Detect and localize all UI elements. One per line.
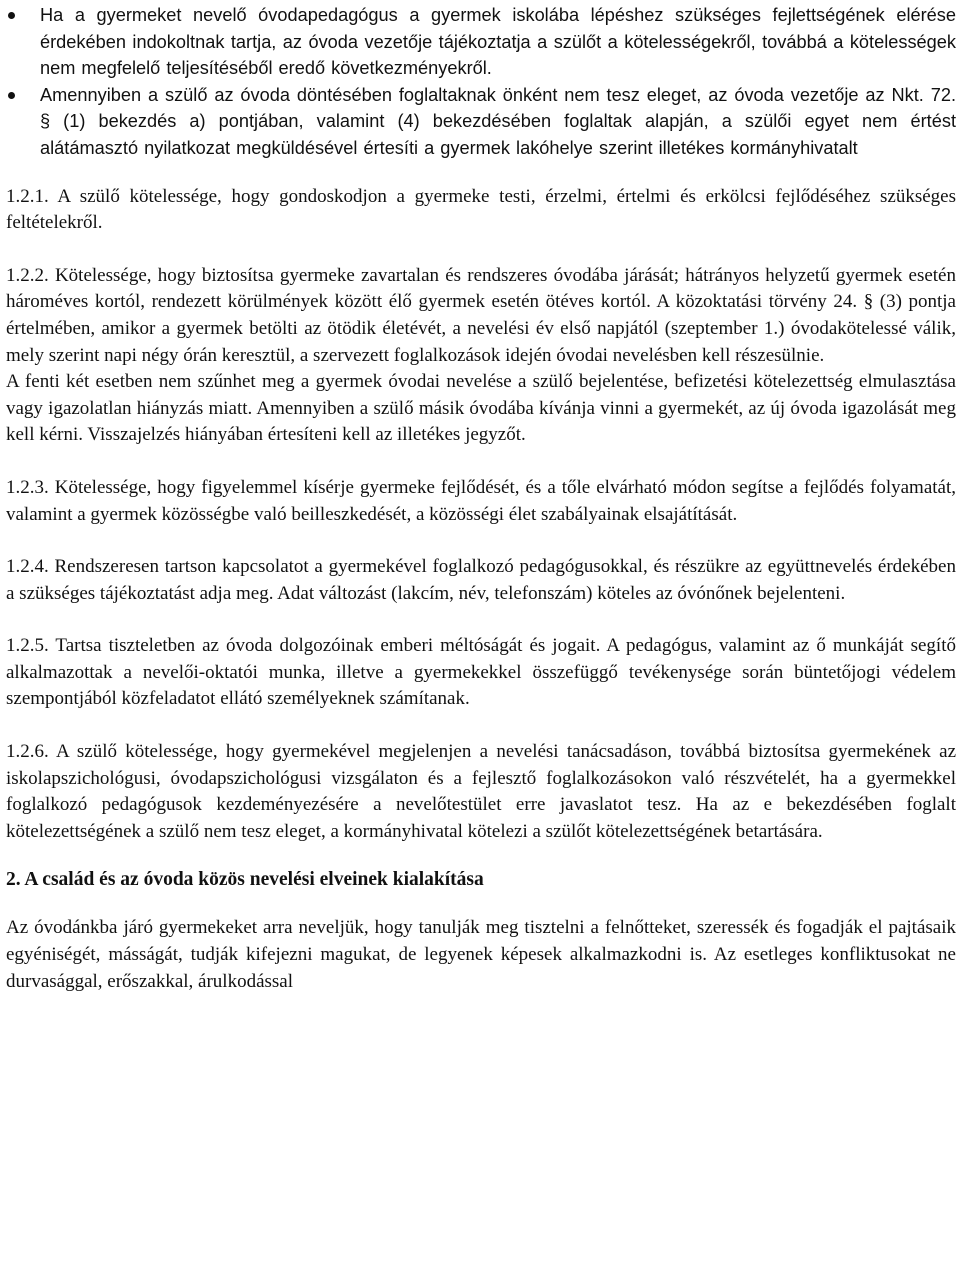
document-body [6, 2, 956, 995]
paragraph-1-2-5: 1.2.5. Tartsa tiszteletben az óvoda dolgozóinak emberi méltóságát és jogait. A pedagógus, valamint az ő munkáját segítő alkalmazottak a nevelői-oktatói munka, illetve a gyermekekkel összefüggő tevékenysége során büntetőjogi védelem szempontjából közfeladatot ellátó személyeknek számítanak. [6, 635, 956, 710]
paragraph-1-2-1: 1.2.1. A szülő kötelessége, hogy gondoskodjon a gyermeke testi, érzelmi, értelmi és erkölcsi fejlődéséhez szükséges feltételekről. [6, 185, 956, 234]
section-heading: 2. A család és az óvoda közös nevelési elveinek kialakítása [6, 869, 484, 891]
paragraph-1-2-2: 1.2.2. Kötelessége, hogy biztosítsa gyermeke zavartalan és rendszeres óvodába járását; hátrányos helyzetű gyermek esetén hároméves kortól, rendezett körülmények között élő gyermek esetén ötéves kortól. A közoktatási törvény 24. § (3) pontja értelmében, amikor a gyermek betölti az ötödik életévét, a nevelési év első napjától (szeptember 1.) óvodakötelessé válik, mely szerint napi négy órán keresztül, a szervezett foglalkozások idején óvodai nevelésben kell részesülnie. [6, 264, 956, 366]
bullet-text: Ha a gyermeket nevelő óvodapedagógus a gyermek iskolába lépéshez szükséges fejlettségének elérése érdekében indokoltnak tartja, az óvoda vezetője tájékoztatja a szülőt a kötelességekről, továbbá a kötelességek nem megfelelő teljesítéséből eredő következményekről. [40, 5, 956, 79]
paragraph-1-2-3: 1.2.3. Kötelessége, hogy figyelemmel kísérje gyermeke fejlődését, és a tőle elvárható módon segítse a fejlődés folyamatát, valamint a gyermek közösségbe való beilleszkedését, a közösségi élet szabályainak elsajátítását. [6, 476, 956, 525]
paragraph-1-2-2-continued: A fenti két esetben nem szűnhet meg a gyermek óvodai nevelése a szülő bejelentése, befizetési kötelezettség elmulasztása vagy igazolatlan hiányzás miatt. Amennyiben a szülő másik óvodába kívánja vinni a gyermekét, az új óvoda igazolását meg kell kérni. Visszajelzés hiányában értesíteni kell az illetékes jegyzőt. [6, 371, 956, 446]
bullet-icon [8, 92, 15, 99]
paragraph-1-2-4: 1.2.4. Rendszeresen tartson kapcsolatot a gyermekével foglalkozó pedagógusokkal, és részükre az együttnevelés érdekében a szükséges tájékoztatást adja meg. Adat változást (lakcím, név, telefonszám) köteles az óvónőnek bejelenteni. [6, 556, 956, 604]
list-item [40, 2, 956, 82]
paragraph-1-2-6: 1.2.6. A szülő kötelessége, hogy gyermekével megjelenjen a nevelési tanácsadáson, továbbá biztosítsa gyermekének az iskolapszichológusi, óvodapszichológusi vizsgálaton és a fejlesztő foglalkozásokon való részvételét, ha a gyermekkel foglalkozó pedagógusok kezdeményezésére a nevelőtestület erre javaslatot tesz. Ha az e bekezdésében foglalt kötelezettségének a szülő nem tesz eleget, a kormányhivatal kötelezi a szülőt kötelezettségének betartására. [6, 741, 956, 842]
bullet-icon [8, 12, 15, 19]
section-intro-paragraph: Az óvodánkba járó gyermekeket arra neveljük, hogy tanulják meg tisztelni a felnőtteket, szeressék és fogadják el pajtásaik egyéniségét, másságát, tudják kifejezni magukat, de legyenek képesek alkalmazkodni is. Az esetleges konfliktusokat ne durvasággal, erőszakkal, árulkodással [6, 917, 956, 992]
bullet-list [6, 2, 956, 162]
bullet-text: Amennyiben a szülő az óvoda döntésében foglaltaknak önként nem tesz eleget, az óvoda vezetője az Nkt. 72. § (1) bekezdés a) pontjában, valamint (4) bekezdésében foglaltak alapján, a szülői egyet nem értést alátámasztó nyilatkozat megküldésével értesíti a gyermek lakóhelye szerint illetékes kormányhivatalt [40, 84, 956, 158]
list-item [40, 82, 956, 162]
